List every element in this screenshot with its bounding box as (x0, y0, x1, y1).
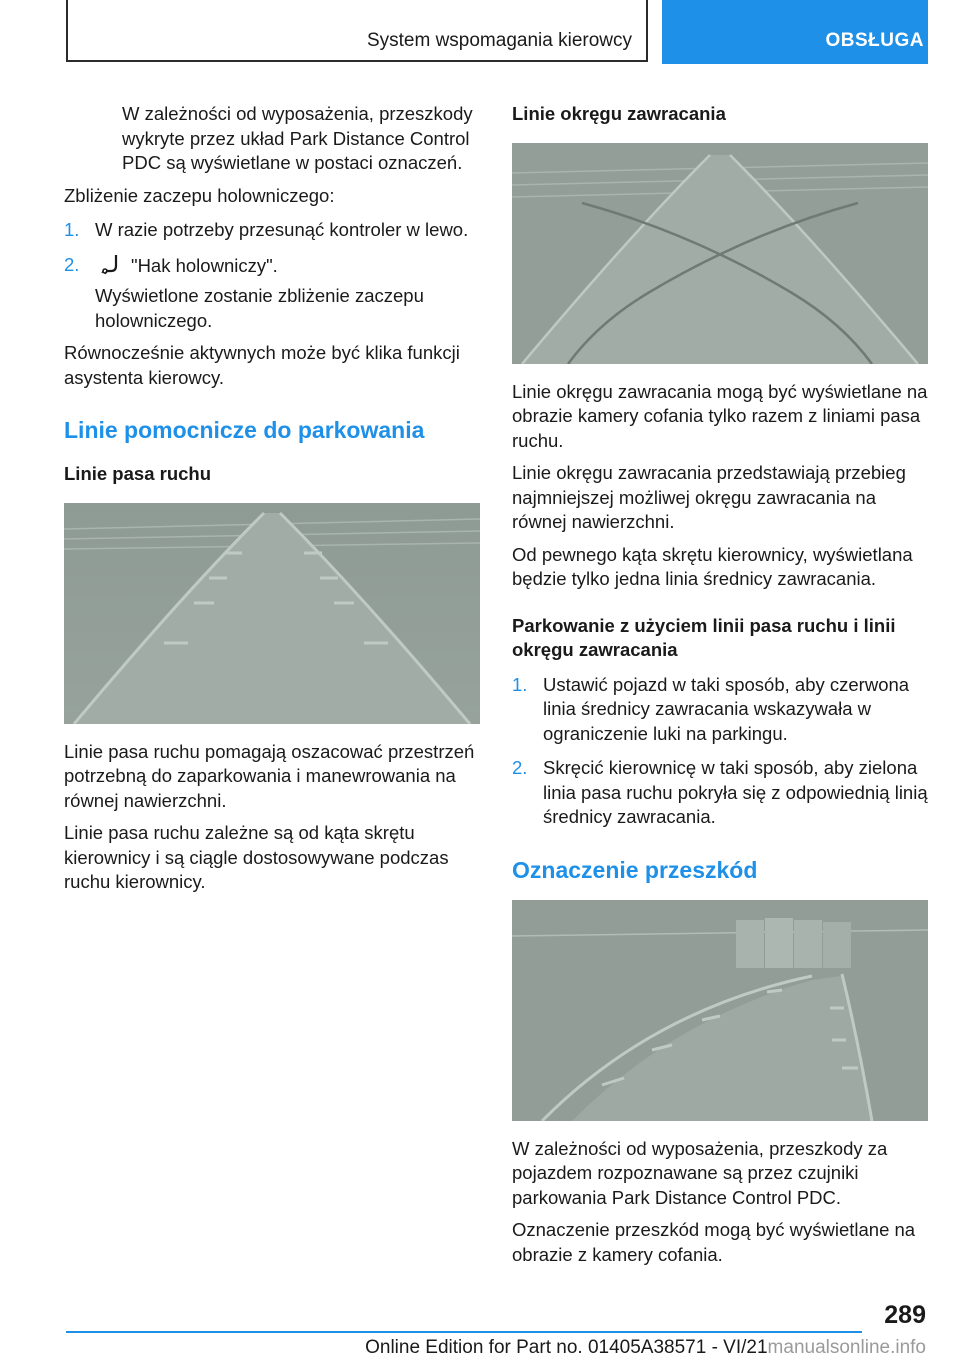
subtitle-turning-circle: Linie okręgu zawracania (512, 103, 726, 124)
lane-lines-para-2: Linie pasa ruchu zależne są od kąta skrętu kierownicy i są ciągle dostosowywane podczas ruchu kierownicy. (64, 822, 449, 892)
page-number: 289 (884, 1301, 926, 1329)
subtitle-parking-with-lines: Parkowanie z użyciem linii pasa ruchu i linii okręgu zawracania (512, 614, 896, 660)
subtitle-lane-lines: Linie pasa ruchu (64, 463, 212, 484)
obstacle-para-1: W zależności od wyposażenia, przeszkody za pojazdem rozpoznawane są przez czujniki parkowania Park Distance Control PDC. (512, 1137, 888, 1208)
simultaneous-text: Równocześnie aktywnych może być klika funkcji asystenta kierowcy. (64, 342, 460, 388)
step-text: Ustawić pojazd w taki sposób, aby czerwona linia średnicy zawracania wskazywała w ograniczenie luki na parkingu. (543, 673, 910, 744)
obstacle-marking-figure (512, 900, 928, 1121)
footer-edition (365, 1337, 926, 1359)
footer-divider (66, 1331, 862, 1333)
header-section-box (66, 0, 648, 62)
step-note: Wyświetlone zostanie zbliżenie zaczepu holowniczego. (95, 285, 424, 331)
turning-circle-para-1: Linie okręgu zawracania mogą być wyświetlane na obrazie kamery cofania tylko razem z liniami pasa ruchu. (512, 380, 928, 451)
step-number: 2. (512, 757, 528, 778)
header-tab (662, 0, 928, 64)
lane-lines-para-1: Linie pasa ruchu pomagają oszacować przestrzeń potrzebną do zaparkowania i manewrowania na równej nawierzchni. (64, 740, 475, 811)
turning-circle-figure (512, 143, 928, 364)
step-1 (64, 218, 480, 243)
parking-step-1 (512, 673, 928, 747)
section-title-obstacle-marking: Oznaczenie przeszkód (512, 856, 758, 883)
footer-watermark: manualsonline.info (767, 1337, 926, 1358)
step-text: Skręcić kierownicę w taki sposób, aby zielona linia pasa ruchu pokryła się z odpowiednią linią średnicy zawracania. (543, 757, 928, 827)
step-text: W razie potrzeby przesunąć kontroler w lewo. (95, 219, 469, 240)
step-number: 1. (512, 673, 528, 695)
right-column (512, 102, 928, 1267)
turning-circle-para-2: Linie okręgu zawracania przedstawiają przebieg najmniejszej możliwej okręgu zawracania na równej nawierzchni. (512, 462, 906, 532)
intro-text: W zależności od wyposażenia, przeszkody wykryte przez układ Park Distance Control PDC są wyświetlane w postaci oznaczeń. (122, 103, 473, 173)
left-column (64, 102, 480, 895)
step-2 (64, 253, 480, 279)
step-number: 1. (64, 219, 80, 240)
step-number: 2. (64, 253, 80, 275)
step-text: "Hak holowniczy". (131, 254, 278, 276)
footer-edition-text: Online Edition for Part no. 01405A38571 - VI/21 (365, 1337, 768, 1358)
page-header (66, 0, 928, 64)
obstacle-para-2: Oznaczenie przeszkód mogą być wyświetlane na obrazie z kamery cofania. (512, 1219, 916, 1265)
parking-step-2 (512, 756, 928, 830)
tow-hook-icon (101, 253, 123, 275)
zoom-heading: Zbliżenie zaczepu holowniczego: (64, 184, 335, 206)
lane-lines-figure (64, 503, 480, 724)
section-title-parking-lines: Linie pomocnicze do parkowania (64, 417, 425, 443)
header-tab-label: OBSŁUGA (825, 30, 924, 51)
turning-circle-para-3: Od pewnego kąta skrętu kierownicy, wyświetlana będzie tylko jedna linia średnicy zawracania. (512, 543, 913, 589)
header-section-title: System wspomagania kierowcy (366, 30, 632, 51)
